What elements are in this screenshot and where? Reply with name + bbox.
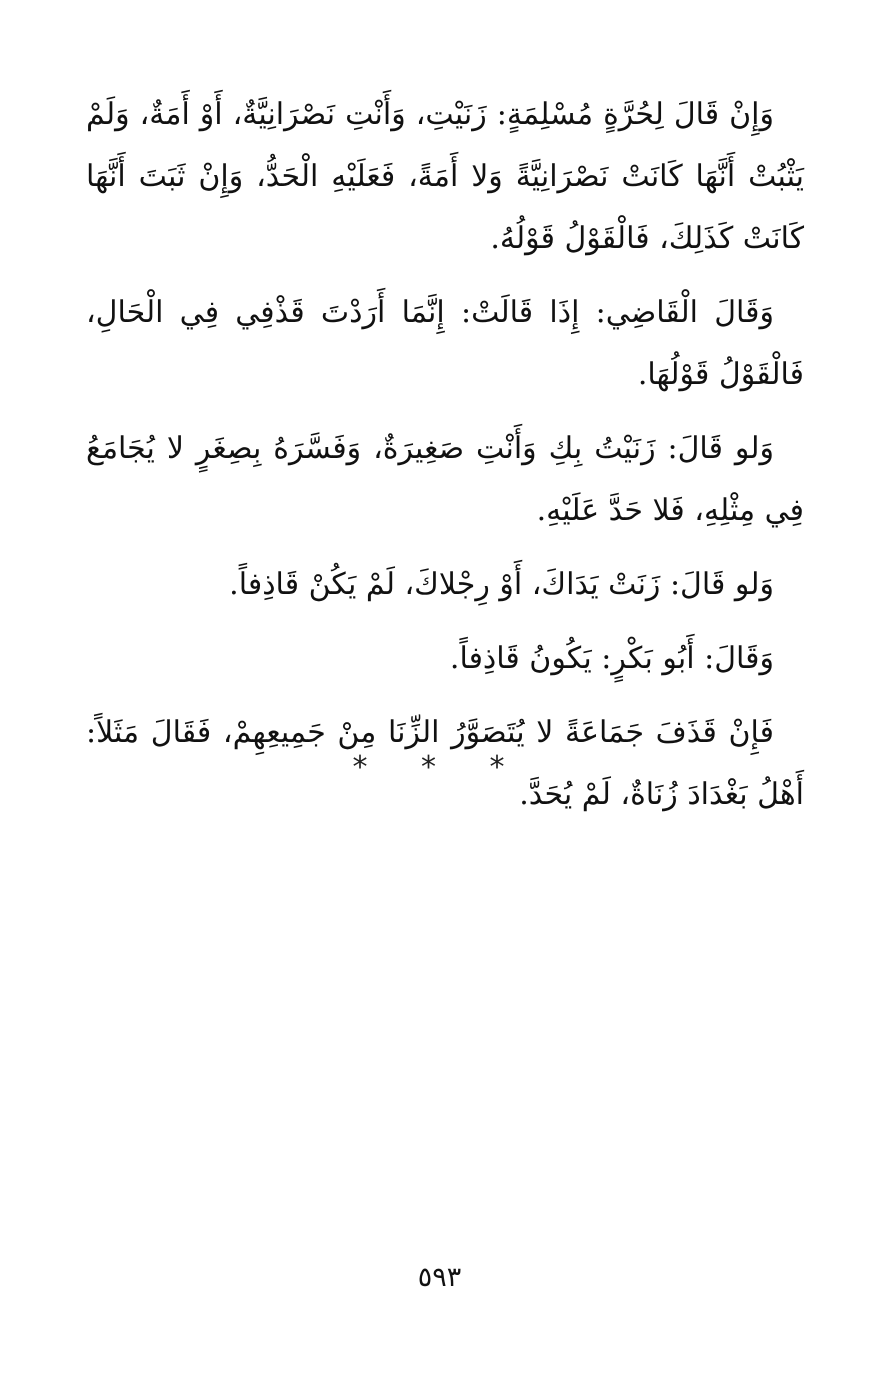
- section-separator: * * *: [352, 750, 527, 785]
- body-text: [86, 84, 804, 838]
- paragraph: وَقَالَ: أَبُو بَكْرٍ: يَكُونُ قَاذِفاً.: [449, 641, 774, 676]
- paragraph: وَإِنْ قَالَ لِحُرَّةٍ مُسْلِمَةٍ: زَنَيْتِ، وَأَنْتِ نَصْرَانِيَّةٌ، أَوْ أَمَةٌ، وَلَمْ يَثْبُتْ أَنَّهَا كَانَتْ نَصْرَانِيَّةً وَلا أَمَةً، فَعَلَيْهِ الْحَدُّ، وَإِنْ ثَبَتَ أَنَّهَا كَانَتْ كَذَلِكَ، فَالْقَوْلُ قَوْلُهُ.: [86, 97, 804, 256]
- paragraph: وَلو قَالَ: زَنَتْ يَدَاكَ، أَوْ رِجْلاكَ، لَمْ يَكُنْ قَاذِفاً.: [229, 567, 774, 602]
- paragraph: وَقَالَ الْقَاضِي: إِذَا قَالَتْ: إِنَّمَا أَرَدْتَ قَذْفِي فِي الْحَالِ، فَالْقَوْلُ قَوْلُهَا.: [86, 295, 804, 392]
- page-number: ٥٩٣: [417, 1262, 462, 1293]
- paragraph: وَلو قَالَ: زَنَيْتُ بِكِ وَأَنْتِ صَغِيرَةٌ، وَفَسَّرَهُ بِصِغَرٍ لا يُجَامَعُ فِي مِثْلِهِ، فَلا حَدَّ عَلَيْهِ.: [86, 431, 804, 528]
- paragraph: فَإِنْ قَذَفَ جَمَاعَةً لا يُتَصَوَّرُ الزِّنَا مِنْ جَمِيعِهِمْ، فَقَالَ مَثَلاً: أَهْلُ بَغْدَادَ زُنَاةٌ، لَمْ يُحَدَّ.: [86, 715, 804, 812]
